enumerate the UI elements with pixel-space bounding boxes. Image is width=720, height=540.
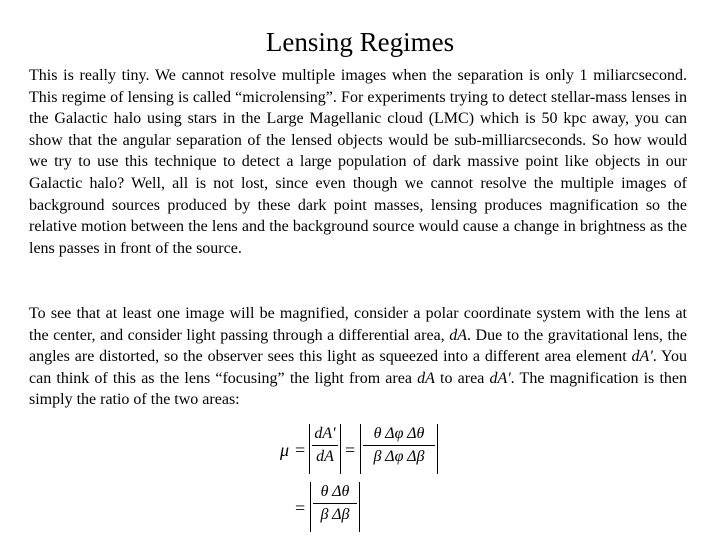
math-dA: dA (449, 326, 467, 344)
slide-title: Lensing Regimes (265, 27, 455, 57)
fraction-line (363, 445, 435, 446)
math-dA-prime: dA' (631, 348, 653, 366)
fraction-line (312, 445, 338, 446)
abs-bar-right (437, 424, 438, 474)
mu-symbol: μ (280, 440, 290, 460)
paragraph-microlensing: This is really tiny. We cannot resolve multiple images when the separation is only 1 miliarcsecond. This regime of lensing is called “microlensing”. For experiments trying to detect stellar-mass lenses in the Galactic halo using stars in the Large Magellanic cloud (LMC) which is 50 kpc away, you can show that the angular separation of the lensed objects would be sub-milliarcseconds. So how would we try to use this technique to detect a large population of dark massive point like objects in our Galactic halo? Well, all is not lost, since even though we cannot resolve the multiple images of background sources produced by these dark point masses, lensing produces magnification so the relative motion between the lens and the background source would cause a change in brightness as the lens passes in front of the source. (29, 67, 687, 257)
abs-bar-right (340, 424, 341, 474)
equals-sign: = (345, 440, 356, 460)
math-dA-prime: dA' (489, 369, 511, 387)
abs-bar-left (309, 424, 310, 474)
fraction-denominator: dA (316, 448, 334, 465)
fraction-denominator: β Δφ Δβ (373, 448, 425, 465)
fraction-numerator: θ Δθ (320, 483, 350, 500)
fraction-denominator: β Δβ (320, 506, 350, 523)
equals-sign: = (295, 440, 306, 460)
abs-bar-left (310, 482, 311, 532)
fraction-line (313, 503, 357, 504)
abs-bar-left (360, 424, 361, 474)
fraction-angle-ratio (363, 425, 435, 466)
fraction-numerator: dA' (314, 425, 336, 442)
paragraph-text: . Due to the gravitational lens, the angles are distorted, so the observer sees this light as squeezed into a different area element (29, 326, 688, 366)
fraction-numerator: θ Δφ Δθ (373, 425, 425, 442)
abs-bar-right (359, 482, 360, 532)
paragraph-text: To see that at least one image will be magnified, consider a polar coordinate system with the lens at the center, and consider light passing through a differential area, (29, 305, 687, 344)
fraction-dA-ratio (312, 425, 338, 466)
paragraph-text: . The magnification is then simply the ratio of the two areas: (29, 369, 688, 409)
equals-sign: = (295, 498, 306, 518)
paragraph-text: . You can think of this as the lens “focusing” the light from area (29, 348, 687, 387)
fraction-simplified (313, 483, 357, 524)
math-dA: dA (417, 369, 435, 387)
paragraph-text: to area (434, 369, 490, 387)
